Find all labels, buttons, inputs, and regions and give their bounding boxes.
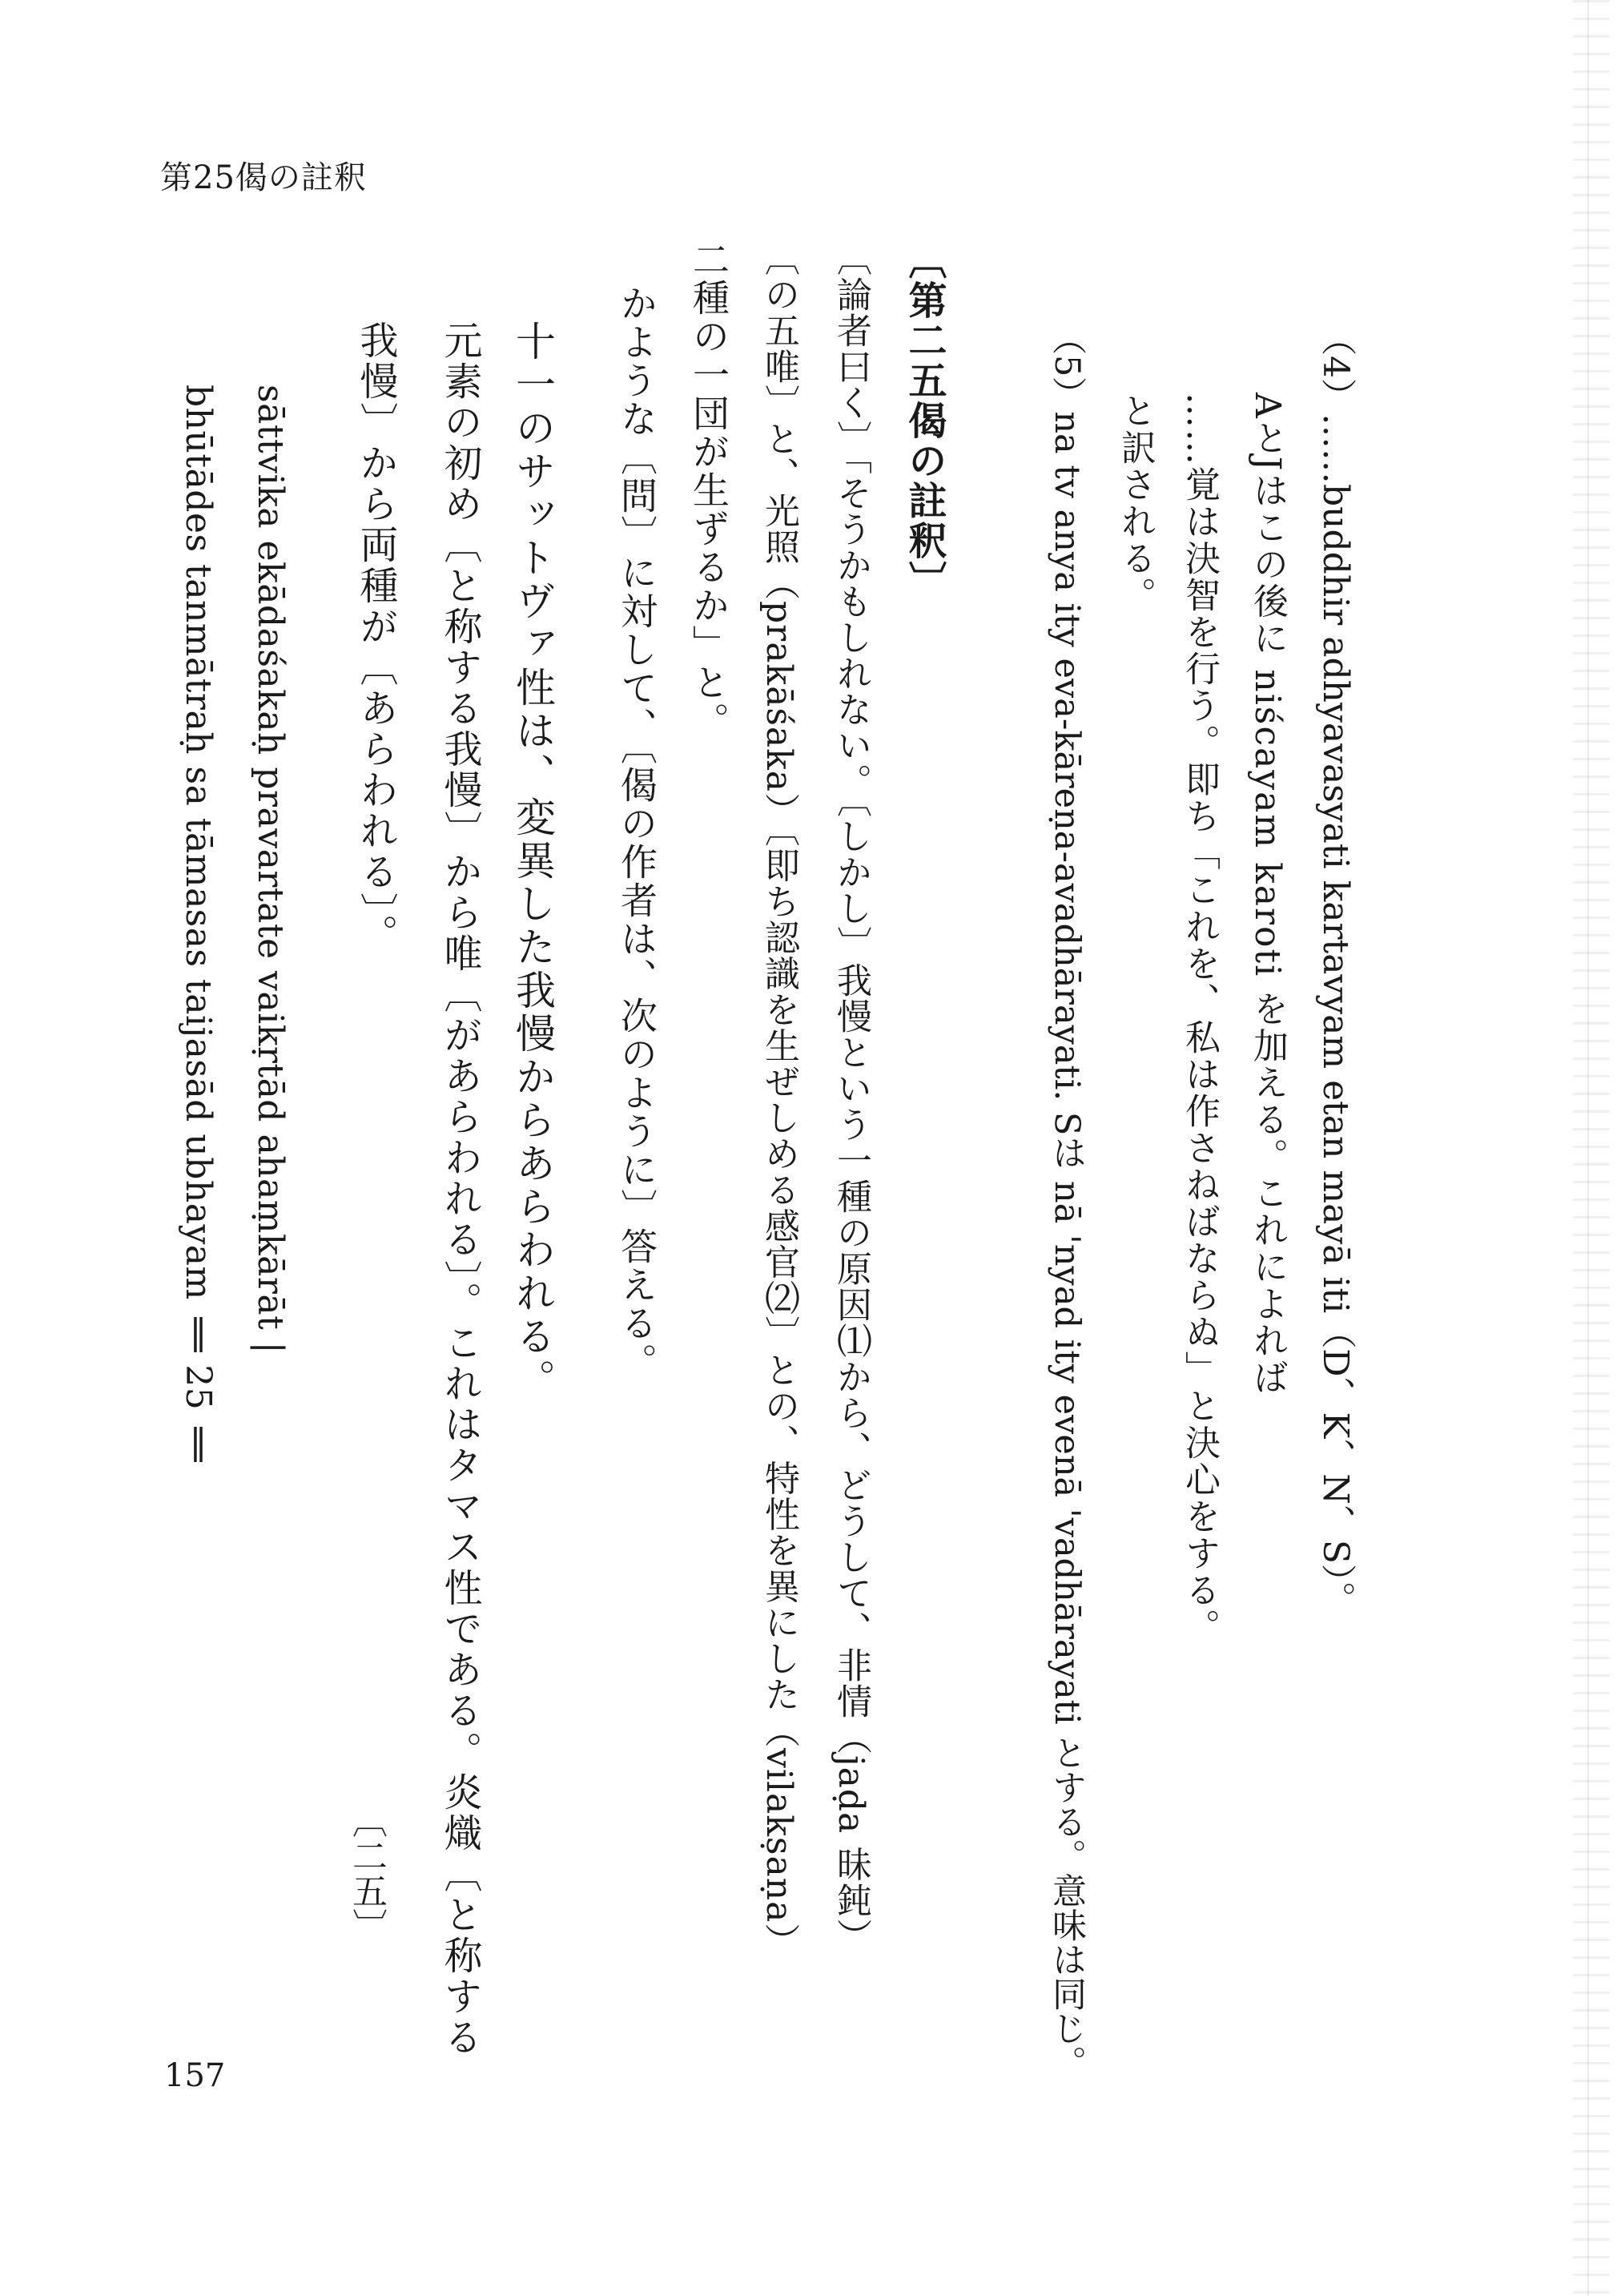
sanskrit-verse-line-2: bhūtādes tanmātraḥ sa tāmasas taijasād ubhayam ‖ 25 ‖: [178, 385, 219, 1464]
running-header: 第25偈の註釈: [160, 159, 367, 196]
scan-edge-line: [1587, 0, 1589, 2296]
verse-translation-line-3: 我慢〕から両種が〔あらわれる〕。: [353, 320, 398, 955]
note-4-line-1: （4）……buddhir adhyavasyati kartavyam etan mayā iti（D、K、N、S）。: [1315, 320, 1356, 1617]
commentary-heading: 〔第二五偈の註釈〕: [902, 240, 947, 601]
verse-translation-line-2: 元素の初め〔と称する我慢〕から唯〔があらわれる〕。これはタマス性である。炎熾〔と称する: [437, 320, 482, 2058]
commentary-line-1: 〔論者曰く〕「そうかもしれない。〔しかし〕我慢という一種の原因⑴から、どうして、非情（jaḍa 昧鈍）: [831, 240, 871, 1955]
sanskrit-verse-line-1: sāttvika ekādaśakaḥ pravartate vaikṛtād ahaṃkārāt |: [250, 385, 291, 1355]
page-number: 157: [164, 2057, 226, 2094]
note-4-line-4: と訳される。: [1115, 393, 1156, 614]
note-4-line-2: AとJはこの後に niścayam karoti を加える。これによれば: [1247, 393, 1288, 1396]
note-5-line-1: （5）na tv anya ity eva-kāreṇa-avadhārayati. Sは nā 'nyad ity evenā 'vadhārayati とする。意味は同じ。: [1047, 320, 1087, 2080]
commentary-line-2: 〔の五唯〕と、光照（prakāśaka）〔即ち認識を生ぜしめる感官⑵〕との、特性を異にした（vilakṣaṇa）: [758, 240, 799, 1960]
note-4-line-3: ……覚は決智を行う。即ち「これを、私は作さねばならぬ」と決心をする。: [1179, 393, 1220, 1645]
commentary-line-4: かような〔問〕に対して、〔偈の作者は、次のように〕答える。: [615, 284, 658, 1381]
commentary-line-3: 二種の一団が生ずるか」と。: [687, 240, 730, 740]
scan-edge-shadow: [1573, 0, 1610, 2296]
verse-number: 〔二五〕: [346, 1803, 387, 1944]
verse-translation-line-1: 十一のサットヴァ性は、変異した我慢からあらわれる。: [509, 320, 556, 1402]
